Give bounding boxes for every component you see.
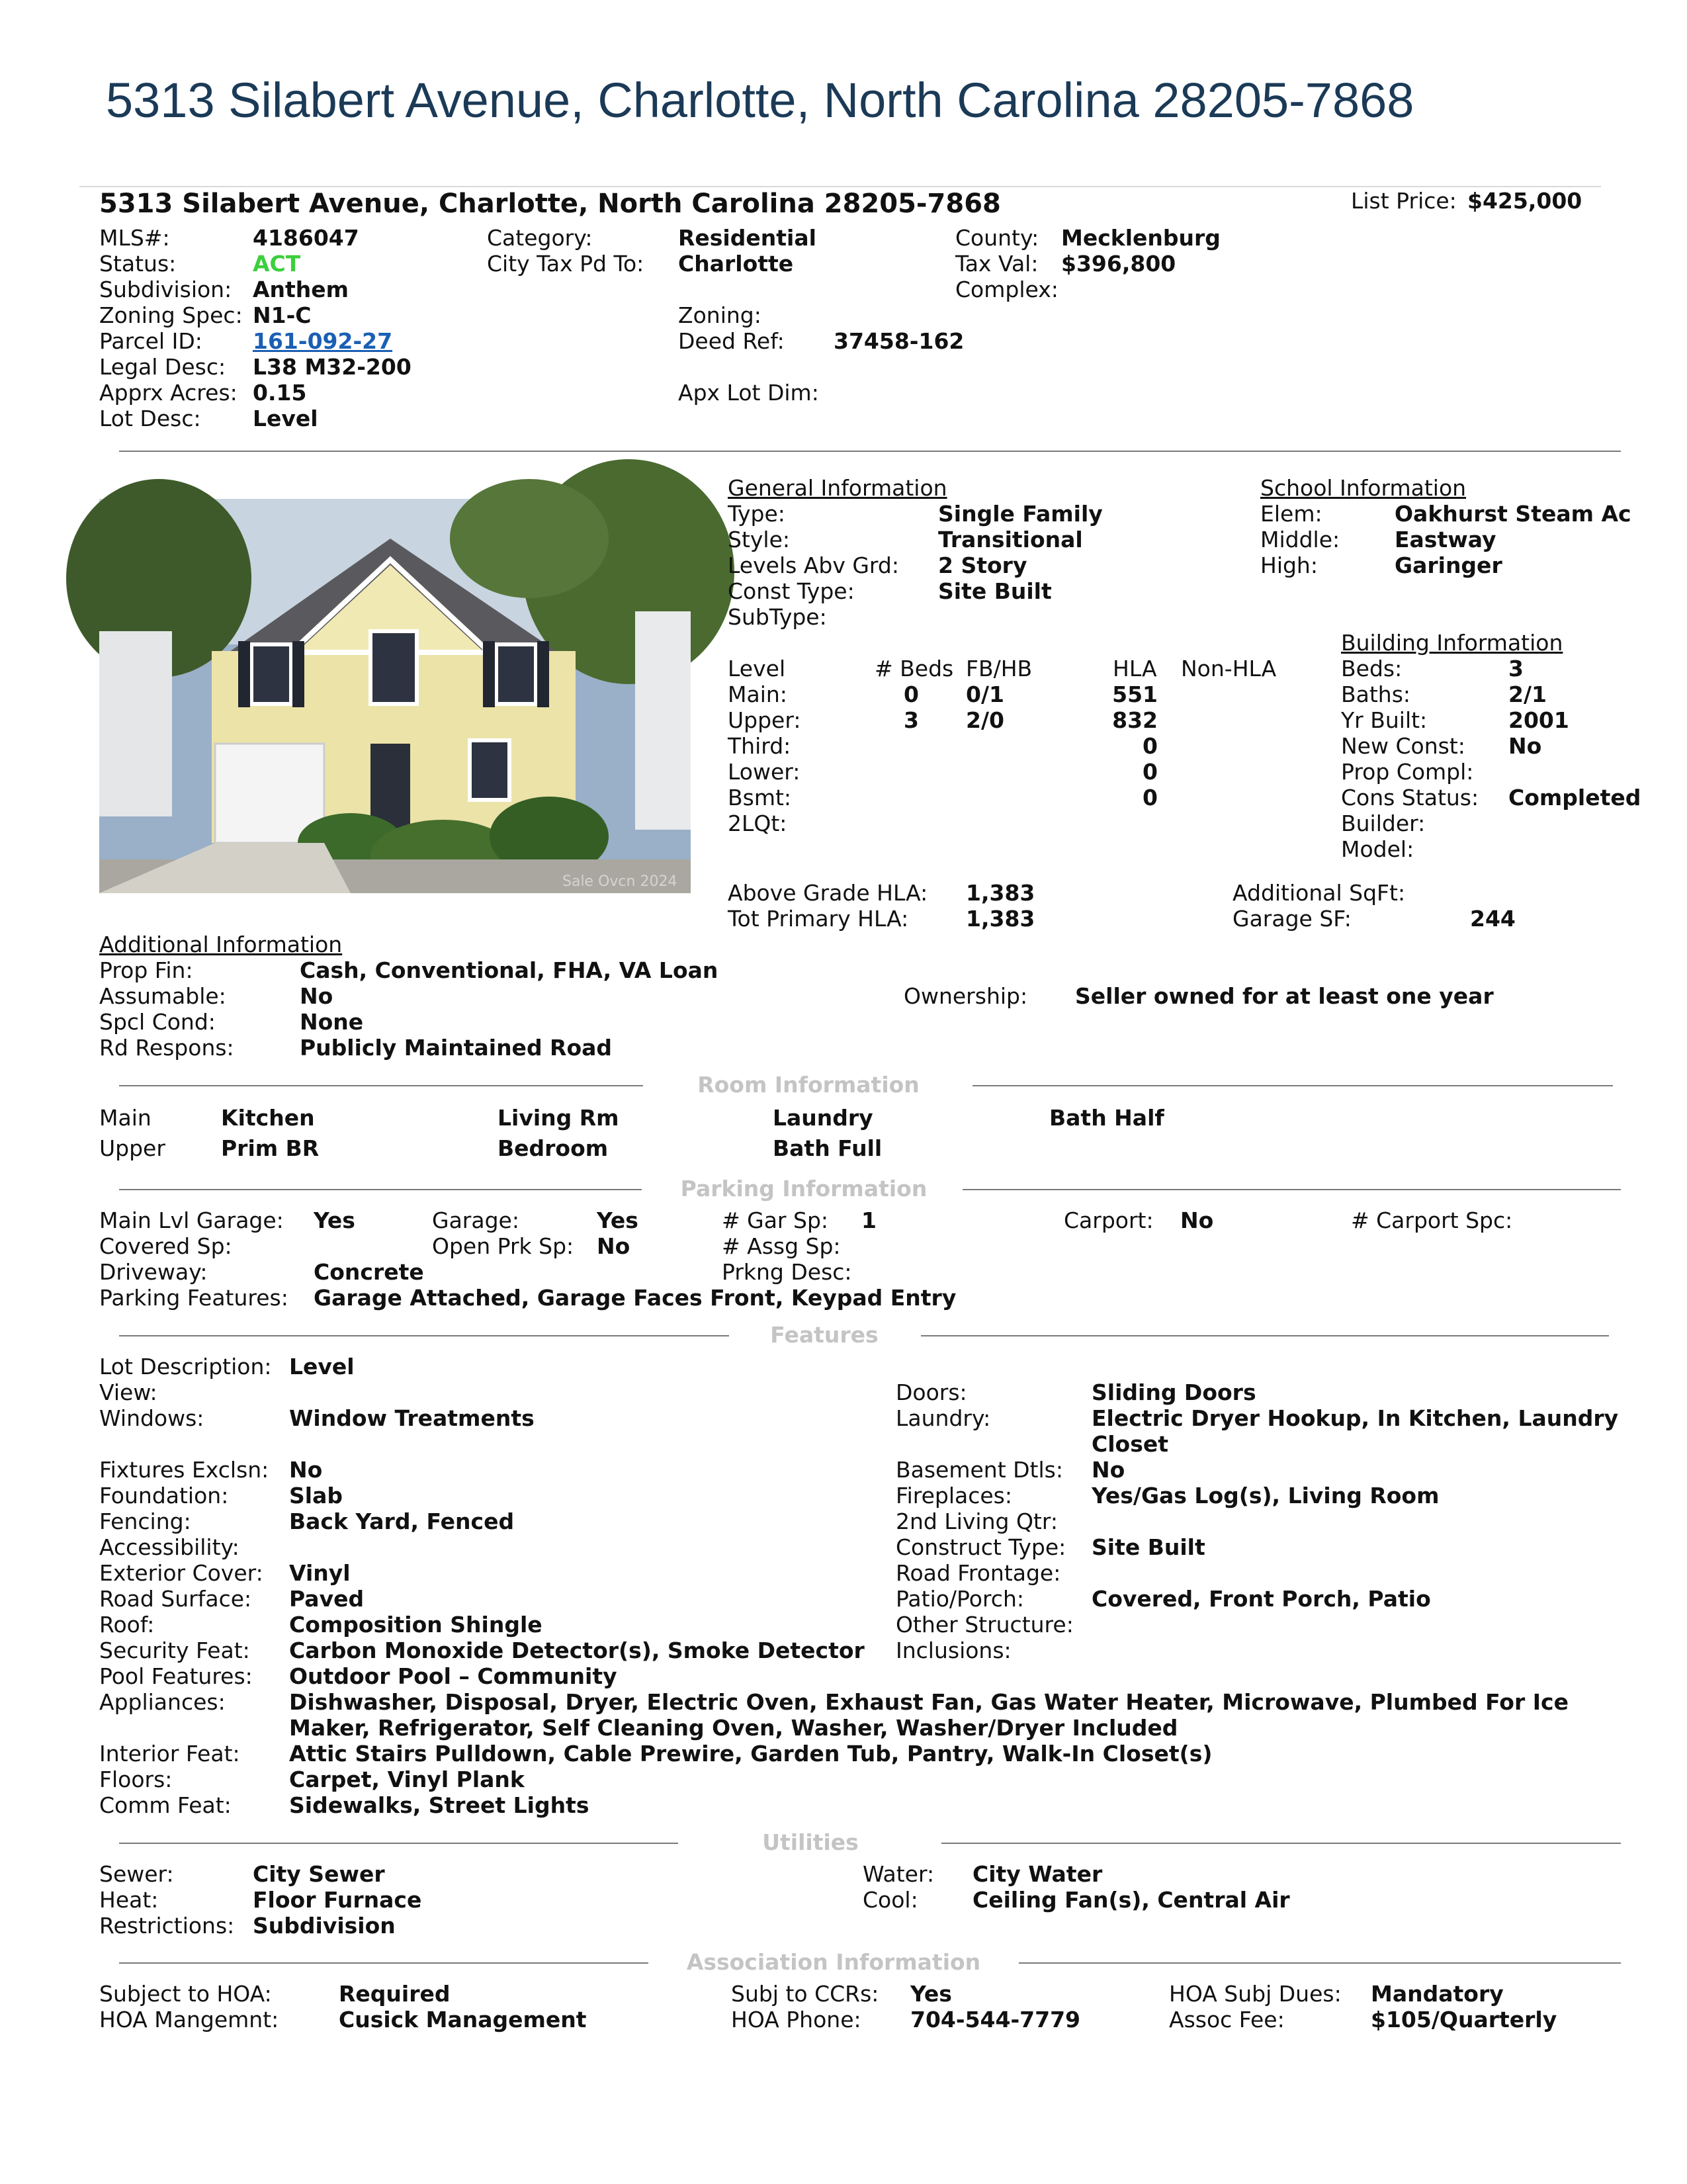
garage-value: Yes (597, 1207, 638, 1233)
table-row-level: 2LQt: (728, 810, 787, 836)
main-lvl-garage-label: Main Lvl Garage: (99, 1207, 284, 1233)
assoc-fee-label: Assoc Fee: (1169, 2007, 1285, 2032)
table-row-hla: 0 (1143, 785, 1158, 810)
yr-built-label: Yr Built: (1341, 707, 1428, 733)
table-row-beds: 3 (904, 707, 919, 733)
fireplaces-value: Yes/Gas Log(s), Living Room (1092, 1483, 1440, 1508)
association-divider-left (119, 1962, 648, 1964)
tot-hla-value: 1,383 (966, 906, 1035, 932)
hoa-value: Required (339, 1981, 451, 2007)
features-divider-left (119, 1335, 729, 1336)
pool-label: Pool Features: (99, 1663, 253, 1689)
interior-value: Attic Stairs Pulldown, Cable Prewire, Garden Tub, Pantry, Walk-In Closet(s) (289, 1741, 1213, 1767)
assg-sp-label: # Assg Sp: (722, 1233, 841, 1259)
lot-description-label: Lot Description: (99, 1354, 272, 1379)
features-heading: Features (770, 1322, 879, 1348)
deed-value: 37458-162 (834, 328, 965, 354)
hoa-label: Subject to HOA: (99, 1981, 272, 2007)
sewer-label: Sewer: (99, 1861, 174, 1887)
levels-label: Levels Abv Grd: (728, 552, 899, 578)
roof-label: Roof: (99, 1612, 155, 1638)
ccr-label: Subj to CCRs: (731, 1981, 879, 2007)
rd-respons-label: Rd Respons: (99, 1035, 234, 1061)
category-label: Category: (487, 225, 593, 251)
deed-label: Deed Ref: (678, 328, 785, 354)
pool-value: Outdoor Pool – Community (289, 1663, 617, 1689)
elem-value: Oakhurst Steam Ac (1395, 501, 1631, 527)
fencing-label: Fencing: (99, 1508, 191, 1534)
hoa-mgmt-label: HOA Mangemnt: (99, 2007, 279, 2032)
additional-heading: Additional Information (99, 932, 343, 957)
table-row-fbhb: 2/0 (966, 707, 1004, 733)
photo-watermark: Sale Ovcn 2024 (562, 873, 677, 890)
complex-label: Complex: (955, 277, 1059, 302)
cons-status-value: Completed (1508, 785, 1641, 810)
category-value: Residential (678, 225, 816, 251)
exterior-label: Exterior Cover: (99, 1560, 263, 1586)
style-label: Style: (728, 527, 791, 552)
table-row-beds: 0 (904, 681, 919, 707)
parking-features-label: Parking Features: (99, 1285, 288, 1311)
beds-value: 3 (1508, 656, 1524, 681)
room-divider-right (973, 1085, 1613, 1086)
room-upper-label: Upper (99, 1135, 165, 1161)
road-frontage-label: Road Frontage: (896, 1560, 1061, 1586)
list-price: $425,000 (1467, 188, 1582, 214)
legal-desc-label: Legal Desc: (99, 354, 226, 380)
laundry-label: Laundry: (896, 1405, 991, 1431)
parcel-label: Parcel ID: (99, 328, 202, 354)
assumable-label: Assumable: (99, 983, 226, 1009)
mls-value: 4186047 (253, 225, 359, 251)
comm-feat-value: Sidewalks, Street Lights (289, 1792, 589, 1818)
prkng-desc-label: Prkng Desc: (722, 1259, 852, 1285)
covered-sp-label: Covered Sp: (99, 1233, 232, 1259)
county-label: County: (955, 225, 1039, 251)
heat-value: Floor Furnace (253, 1887, 422, 1913)
exterior-value: Vinyl (289, 1560, 351, 1586)
lot-desc-label: Lot Desc: (99, 406, 201, 431)
subdivision-label: Subdivision: (99, 277, 232, 302)
heat-label: Heat: (99, 1887, 159, 1913)
beds-label: Beds: (1341, 656, 1403, 681)
restrictions-label: Restrictions: (99, 1913, 235, 1939)
list-price-label: List Price: (1351, 188, 1457, 214)
appliances-label: Appliances: (99, 1689, 226, 1715)
road-surface-value: Paved (289, 1586, 365, 1612)
basement-label: Basement Dtls: (896, 1457, 1063, 1483)
driveway-label: Driveway: (99, 1259, 208, 1285)
table-row-level: Upper: (728, 707, 801, 733)
building-heading: Building Information (1341, 630, 1563, 656)
roof-value: Composition Shingle (289, 1612, 542, 1638)
utilities-heading: Utilities (762, 1829, 859, 1855)
floors-label: Floors: (99, 1767, 173, 1792)
additional-sqft-label: Additional SqFt: (1233, 880, 1406, 906)
table-row-level: Main: (728, 681, 787, 707)
middle-label: Middle: (1260, 527, 1340, 552)
col-fbhb: FB/HB (966, 656, 1033, 681)
room-item: Bath Full (773, 1135, 883, 1161)
builder-label: Builder: (1341, 810, 1426, 836)
association-heading: Association Information (686, 1949, 981, 1975)
header-divider (119, 451, 1621, 452)
cool-label: Cool: (863, 1887, 918, 1913)
city-tax-label: City Tax Pd To: (487, 251, 644, 277)
fireplaces-label: Fireplaces: (896, 1483, 1012, 1508)
mls-label: MLS#: (99, 225, 170, 251)
construct-type-value: Site Built (1092, 1534, 1205, 1560)
table-row-hla: 832 (1112, 707, 1158, 733)
garage-sf-value: 244 (1470, 906, 1516, 932)
rd-respons-value: Publicly Maintained Road (300, 1035, 613, 1061)
zoning-spec-value: N1-C (253, 302, 312, 328)
spcl-cond-label: Spcl Cond: (99, 1009, 216, 1035)
gar-sp-label: # Gar Sp: (722, 1207, 829, 1233)
lot-dim-label: Apx Lot Dim: (678, 380, 819, 406)
above-hla-value: 1,383 (966, 880, 1035, 906)
water-label: Water: (863, 1861, 935, 1887)
ownership-label: Ownership: (904, 983, 1028, 1009)
prop-fin-label: Prop Fin: (99, 957, 193, 983)
col-level: Level (728, 656, 786, 681)
assoc-fee-value: $105/Quarterly (1371, 2007, 1557, 2032)
county-value: Mecklenburg (1061, 225, 1221, 251)
security-label: Security Feat: (99, 1638, 250, 1663)
comm-feat-label: Comm Feat: (99, 1792, 232, 1818)
subtype-label: SubType: (728, 604, 827, 630)
school-heading: School Information (1260, 475, 1467, 501)
above-hla-label: Above Grade HLA: (728, 880, 928, 906)
cons-status-label: Cons Status: (1341, 785, 1479, 810)
subdivision-value: Anthem (253, 277, 349, 302)
spcl-cond-value: None (300, 1009, 364, 1035)
type-label: Type: (728, 501, 785, 527)
col-hla: HLA (1113, 656, 1157, 681)
living-qtr-label: 2nd Living Qtr: (896, 1508, 1058, 1534)
prop-compl-label: Prop Compl: (1341, 759, 1474, 785)
hoa-dues-value: Mandatory (1371, 1981, 1504, 2007)
open-prk-label: Open Prk Sp: (432, 1233, 574, 1259)
assumable-value: No (300, 983, 333, 1009)
col-non-hla: Non-HLA (1181, 656, 1277, 681)
table-row-hla: 551 (1112, 681, 1158, 707)
high-value: Garinger (1395, 552, 1502, 578)
table-row-level: Third: (728, 733, 791, 759)
status-value: ACT (253, 251, 301, 277)
table-row-level: Lower: (728, 759, 800, 785)
patio-label: Patio/Porch: (896, 1586, 1024, 1612)
listing-address: 5313 Silabert Avenue, Charlotte, North Carolina 28205-7868 (99, 189, 1001, 219)
middle-value: Eastway (1395, 527, 1496, 552)
type-value: Single Family (938, 501, 1103, 527)
room-item: Bedroom (497, 1135, 609, 1161)
legal-desc-value: L38 M32-200 (253, 354, 411, 380)
fixtures-label: Fixtures Exclsn: (99, 1457, 269, 1483)
prop-fin-value: Cash, Conventional, FHA, VA Loan (300, 957, 718, 983)
col-beds: # Beds (875, 656, 954, 681)
hoa-mgmt-value: Cusick Management (339, 2007, 587, 2032)
lot-desc-value: Level (253, 406, 318, 431)
acres-value: 0.15 (253, 380, 307, 406)
carport-value: No (1180, 1207, 1214, 1233)
table-row-hla: 0 (1143, 733, 1158, 759)
parking-divider-left (119, 1189, 642, 1190)
tax-val-value: $396,800 (1061, 251, 1176, 277)
inclusions-label: Inclusions: (896, 1638, 1012, 1663)
gar-sp-value: 1 (861, 1207, 877, 1233)
cool-value: Ceiling Fan(s), Central Air (973, 1887, 1290, 1913)
model-label: Model: (1341, 836, 1414, 862)
windows-label: Windows: (99, 1405, 204, 1431)
windows-value: Window Treatments (289, 1405, 535, 1431)
garage-label: Garage: (432, 1207, 519, 1233)
interior-label: Interior Feat: (99, 1741, 240, 1767)
table-row-hla: 0 (1143, 759, 1158, 785)
room-item: Kitchen (221, 1105, 315, 1131)
zoning-spec-label: Zoning Spec: (99, 302, 243, 328)
acres-label: Apprx Acres: (99, 380, 238, 406)
style-value: Transitional (938, 527, 1083, 552)
sewer-value: City Sewer (253, 1861, 385, 1887)
hoa-phone-label: HOA Phone: (731, 2007, 861, 2032)
parking-heading: Parking Information (680, 1176, 928, 1201)
carport-spc-label: # Carport Spc: (1351, 1207, 1513, 1233)
house-photo (99, 499, 691, 893)
page-title: 5313 Silabert Avenue, Charlotte, North Carolina 28205-7868 (106, 73, 1414, 128)
main-lvl-garage-value: Yes (314, 1207, 355, 1233)
ccr-value: Yes (910, 1981, 952, 2007)
construct-type-label: Construct Type: (896, 1534, 1066, 1560)
room-divider-left (119, 1085, 643, 1086)
room-item: Bath Half (1049, 1105, 1164, 1131)
parcel-link[interactable]: 161-092-27 (253, 328, 393, 354)
driveway-value: Concrete (314, 1259, 424, 1285)
room-item: Laundry (773, 1105, 873, 1131)
doors-label: Doors: (896, 1379, 967, 1405)
city-tax-value: Charlotte (678, 251, 794, 277)
lot-description-value: Level (289, 1354, 355, 1379)
room-heading: Room Information (697, 1072, 920, 1098)
room-item: Prim BR (221, 1135, 320, 1161)
new-const-value: No (1508, 733, 1542, 759)
tax-val-label: Tax Val: (955, 251, 1039, 277)
room-item: Living Rm (497, 1105, 619, 1131)
yr-built-value: 2001 (1508, 707, 1569, 733)
const-value: Site Built (938, 578, 1052, 604)
fencing-value: Back Yard, Fenced (289, 1508, 515, 1534)
parking-divider-right (963, 1189, 1621, 1190)
foundation-label: Foundation: (99, 1483, 229, 1508)
laundry-value: Electric Dryer Hookup, In Kitchen, Laundry Closet (1092, 1405, 1619, 1457)
water-value: City Water (973, 1861, 1103, 1887)
table-row-level: Bsmt: (728, 785, 792, 810)
title-divider (79, 186, 1601, 187)
garage-sf-label: Garage SF: (1233, 906, 1352, 932)
view-label: View: (99, 1379, 157, 1405)
road-surface-label: Road Surface: (99, 1586, 252, 1612)
accessibility-label: Accessibility: (99, 1534, 239, 1560)
baths-label: Baths: (1341, 681, 1411, 707)
patio-value: Covered, Front Porch, Patio (1092, 1586, 1431, 1612)
elem-label: Elem: (1260, 501, 1322, 527)
zoning-label: Zoning: (678, 302, 761, 328)
appliances-value: Dishwasher, Disposal, Dryer, Electric Oven, Exhaust Fan, Gas Water Heater, Microwave, Plumbed For Ice Maker, Refrigerator, Self Cleaning Oven, Washer, Washer/Dryer Included (289, 1689, 1569, 1741)
association-divider-right (1019, 1962, 1621, 1964)
foundation-value: Slab (289, 1483, 343, 1508)
doors-value: Sliding Doors (1092, 1379, 1256, 1405)
basement-value: No (1092, 1457, 1125, 1483)
ownership-value: Seller owned for at least one year (1075, 983, 1494, 1009)
utilities-divider-left (119, 1843, 678, 1844)
utilities-divider-right (941, 1843, 1621, 1844)
baths-value: 2/1 (1508, 681, 1547, 707)
status-label: Status: (99, 251, 177, 277)
general-heading: General Information (728, 475, 947, 501)
restrictions-value: Subdivision (253, 1913, 396, 1939)
levels-value: 2 Story (938, 552, 1027, 578)
security-value: Carbon Monoxide Detector(s), Smoke Detector (289, 1638, 865, 1663)
room-main-label: Main (99, 1105, 151, 1131)
fixtures-value: No (289, 1457, 323, 1483)
tot-hla-label: Tot Primary HLA: (728, 906, 909, 932)
carport-label: Carport: (1064, 1207, 1154, 1233)
new-const-label: New Const: (1341, 733, 1465, 759)
high-label: High: (1260, 552, 1318, 578)
hoa-dues-label: HOA Subj Dues: (1169, 1981, 1342, 2007)
parking-features-value: Garage Attached, Garage Faces Front, Keypad Entry (314, 1285, 957, 1311)
const-label: Const Type: (728, 578, 855, 604)
floors-value: Carpet, Vinyl Plank (289, 1767, 525, 1792)
table-row-fbhb: 0/1 (966, 681, 1004, 707)
open-prk-value: No (597, 1233, 630, 1259)
hoa-phone-value: 704-544-7779 (910, 2007, 1081, 2032)
features-divider-right (921, 1335, 1609, 1336)
other-structure-label: Other Structure: (896, 1612, 1074, 1638)
